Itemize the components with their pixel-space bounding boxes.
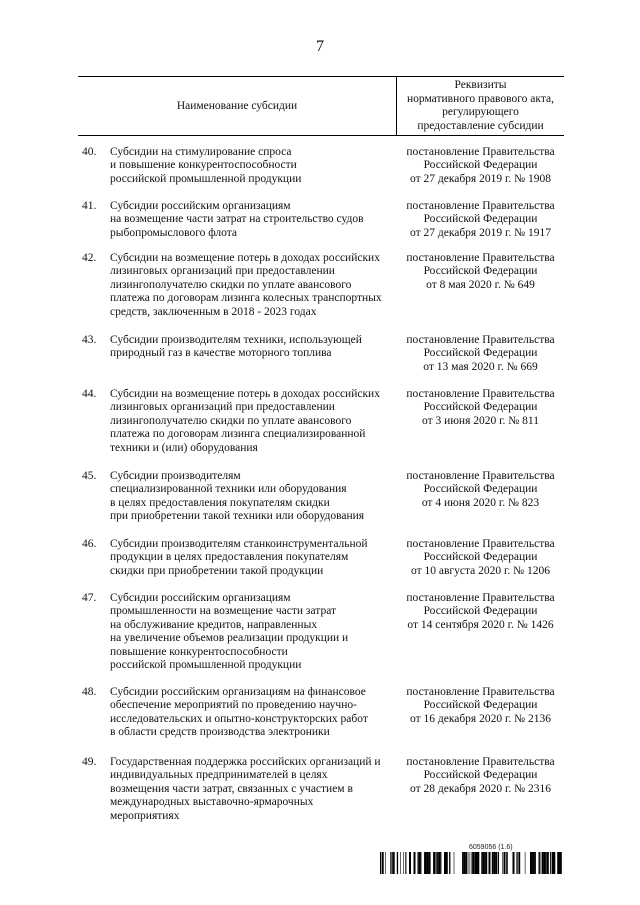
subsidy-name-line: Субсидии на возмещение потерь в доходах российских [110,252,380,264]
subsidy-name-line: исследовательских и опытно-конструкторских работ [110,712,368,725]
table-header [78,76,564,136]
legal-act-requisites [397,200,564,240]
requisites-line: от 28 декабря 2020 г. № 2316 [409,782,551,795]
requisites-line: от 14 сентября 2020 г. № 1426 [407,618,554,631]
subsidy-name-line: Субсидии российским организациям [110,200,291,212]
header-requisites-line: Реквизиты [454,79,507,91]
subsidy-name-line: платежа по договорам лизинга колесных транспортных [110,292,382,305]
subsidy-name-line: обеспечение мероприятий по проведению научно- [110,699,357,712]
document-code: 6059056 (1.6) [469,844,513,851]
subsidy-name-line: природный газ в качестве моторного топлива [110,347,332,360]
subsidy-name-line: индивидуальных предпринимателей в целях [110,769,328,782]
subsidy-name-line: Субсидии на возмещение потерь в доходах российских [110,388,380,400]
subsidy-name-line: Государственная поддержка российских организаций и [110,756,381,768]
subsidy-name-line: платежа по договорам лизинга специализированной [110,428,366,441]
requisites-line: постановление Правительства [406,334,555,346]
subsidy-name-line: Субсидии российским организациям на финансовое [110,686,366,698]
subsidy-name-line: специализированной техники или оборудования [110,483,347,496]
requisites-line: постановление Правительства [406,146,555,158]
subsidy-name-line: лизинговых организаций при предоставлении [110,265,335,278]
subsidy-name-line: российской промышленной продукции [110,172,302,185]
requisites-line: от 3 июня 2020 г. № 811 [422,414,539,427]
row-number: 48. [82,686,97,698]
subsidy-name [110,470,398,524]
requisites-line: постановление Правительства [406,538,555,550]
requisites-line: от 27 декабря 2019 г. № 1908 [409,172,551,185]
requisites-line: от 8 мая 2020 г. № 649 [426,278,535,291]
legal-act-requisites [397,538,564,578]
subsidy-name-line: техники и (или) оборудования [110,441,258,454]
subsidy-name-line: мероприятиях [110,809,180,822]
subsidy-name-line: российской промышленной продукции [110,659,302,672]
requisites-line: Российской Федерации [423,769,538,782]
requisites-line: постановление Правительства [406,756,555,768]
subsidy-name [110,686,398,740]
subsidy-name-line: лизинговых организаций при предоставлении [110,401,335,414]
row-number: 45. [82,470,97,482]
requisites-line: от 27 декабря 2019 г. № 1917 [409,226,551,239]
row-number: 44. [82,388,97,400]
requisites-line: Российской Федерации [423,159,538,172]
requisites-line: от 4 июня 2020 г. № 823 [421,496,540,509]
subsidy-name-line: возмещения части затрат, связанных с участием в [110,782,353,795]
barcode-image [380,852,564,874]
subsidy-name [110,538,398,578]
subsidy-name [110,334,398,361]
subsidy-name [110,592,398,672]
subsidy-name-line: Субсидии производителям станкоинструментальной [110,538,368,550]
requisites-line: постановление Правительства [406,686,555,698]
row-number: 41. [82,200,97,212]
subsidy-name-line: средств, заключенным в 2018 - 2023 годах [110,305,317,318]
subsidy-name-line: повышение конкурентоспособности [110,645,288,658]
subsidy-name-line: в области средств производства электроники [110,726,330,739]
subsidy-name-line: рыбопромыслового флота [110,226,238,239]
subsidy-name [110,200,398,240]
row-number: 49. [82,756,97,768]
legal-act-requisites [397,252,564,292]
header-requisites-line: регулирующего [442,106,519,118]
subsidy-name-line: на возмещение части затрат на строительство судов [110,213,364,226]
subsidy-name-line: и повышение конкурентоспособности [110,159,297,172]
page-number: 7 [316,38,324,55]
row-number: 40. [82,146,97,158]
row-number: 46. [82,538,97,550]
subsidy-name [110,146,398,186]
legal-act-requisites [397,146,564,186]
header-column-requisites [397,77,564,135]
header-column-name: Наименование субсидии [176,100,298,112]
requisites-line: постановление Правительства [406,388,555,400]
subsidy-name-line: на обслуживание кредитов, направленных [110,618,318,631]
subsidy-name-line: продукции в целях предоставления покупателям [110,551,349,564]
legal-act-requisites [397,756,564,796]
header-requisites-line: нормативного правового акта, [406,92,554,105]
subsidy-name-line: в целях предоставления покупателям скидки [110,496,330,509]
row-number: 47. [82,592,97,604]
row-number: 43. [82,334,97,346]
requisites-line: Российской Федерации [423,699,538,712]
subsidy-name-line: скидки при приобретении такой продукции [110,564,324,577]
requisites-line: Российской Федерации [423,213,538,226]
row-number: 42. [82,252,97,264]
subsidy-name-line: Субсидии российским организациям [110,592,291,604]
requisites-line: Российской Федерации [423,483,538,496]
requisites-line: постановление Правительства [406,470,555,482]
subsidy-name-line: Субсидии производителям [110,470,241,482]
legal-act-requisites [397,388,564,428]
requisites-line: от 10 августа 2020 г. № 1206 [410,564,551,577]
subsidy-name-line: лизингополучателю скидки по уплате авансового [110,278,352,291]
subsidy-name-line: международных выставочно-ярмарочных [110,796,314,809]
subsidy-name-line: на увеличение объемов реализации продукции и [110,632,349,645]
subsidy-name [110,756,398,823]
requisites-line: Российской Федерации [423,265,538,278]
subsidy-name-line: Субсидии на стимулирование спроса [110,146,292,158]
requisites-line: постановление Правительства [406,252,555,264]
requisites-line: Российской Федерации [423,605,538,618]
legal-act-requisites [397,592,564,632]
requisites-line: Российской Федерации [423,401,538,414]
subsidy-name-line: промышленности на возмещение части затрат [110,605,337,618]
legal-act-requisites [397,334,564,374]
requisites-line: от 16 декабря 2020 г. № 2136 [409,712,551,725]
subsidy-name-line: при приобретении такой техники или оборудования [110,510,365,523]
requisites-line: Российской Федерации [423,551,538,564]
header-requisites-line: предоставление субсидии [417,119,544,132]
legal-act-requisites [397,686,564,726]
subsidy-name [110,388,398,455]
subsidy-name-line: Субсидии производителям техники, использующей [110,334,362,346]
requisites-line: постановление Правительства [406,592,555,604]
requisites-line: от 13 мая 2020 г. № 669 [423,360,538,373]
requisites-line: постановление Правительства [406,200,555,212]
requisites-line: Российской Федерации [423,347,538,360]
subsidy-name-line: лизингополучателю скидки по уплате авансового [110,414,352,427]
subsidy-name [110,252,398,319]
legal-act-requisites [397,470,564,510]
